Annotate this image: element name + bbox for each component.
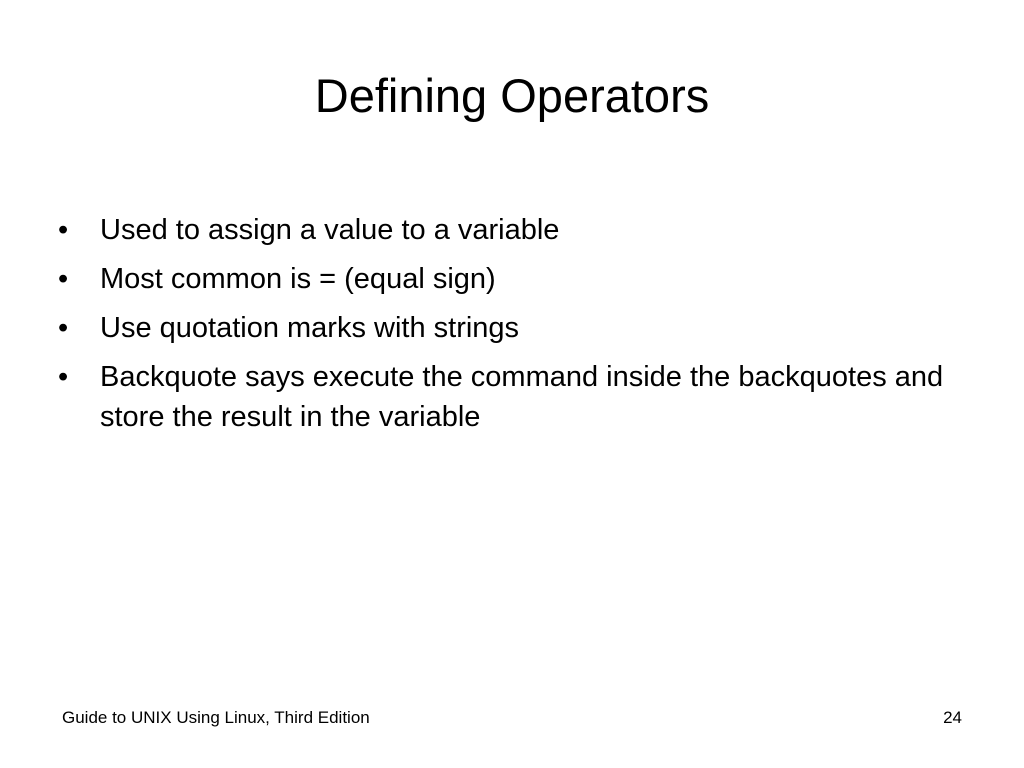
bullet-icon: • xyxy=(58,214,69,246)
bullet-item xyxy=(58,308,958,348)
slide-title: Defining Operators xyxy=(314,69,710,122)
bullet-list xyxy=(58,210,958,446)
footer-text: Guide to UNIX Using Linux, Third Edition xyxy=(62,708,370,727)
bullet-icon: • xyxy=(58,361,69,393)
bullet-text: Use quotation marks with strings xyxy=(100,312,520,344)
bullet-item xyxy=(58,259,958,299)
bullet-text: Backquote says execute the command inside the backquotes and store the result in the variable xyxy=(100,361,944,433)
bullet-item xyxy=(58,210,958,250)
bullet-item xyxy=(58,357,958,437)
bullet-text: Used to assign a value to a variable xyxy=(100,214,560,246)
page-number: 24 xyxy=(943,708,962,727)
bullet-icon: • xyxy=(58,263,69,295)
bullet-icon: • xyxy=(58,312,69,344)
bullet-text: Most common is = (equal sign) xyxy=(100,263,496,295)
